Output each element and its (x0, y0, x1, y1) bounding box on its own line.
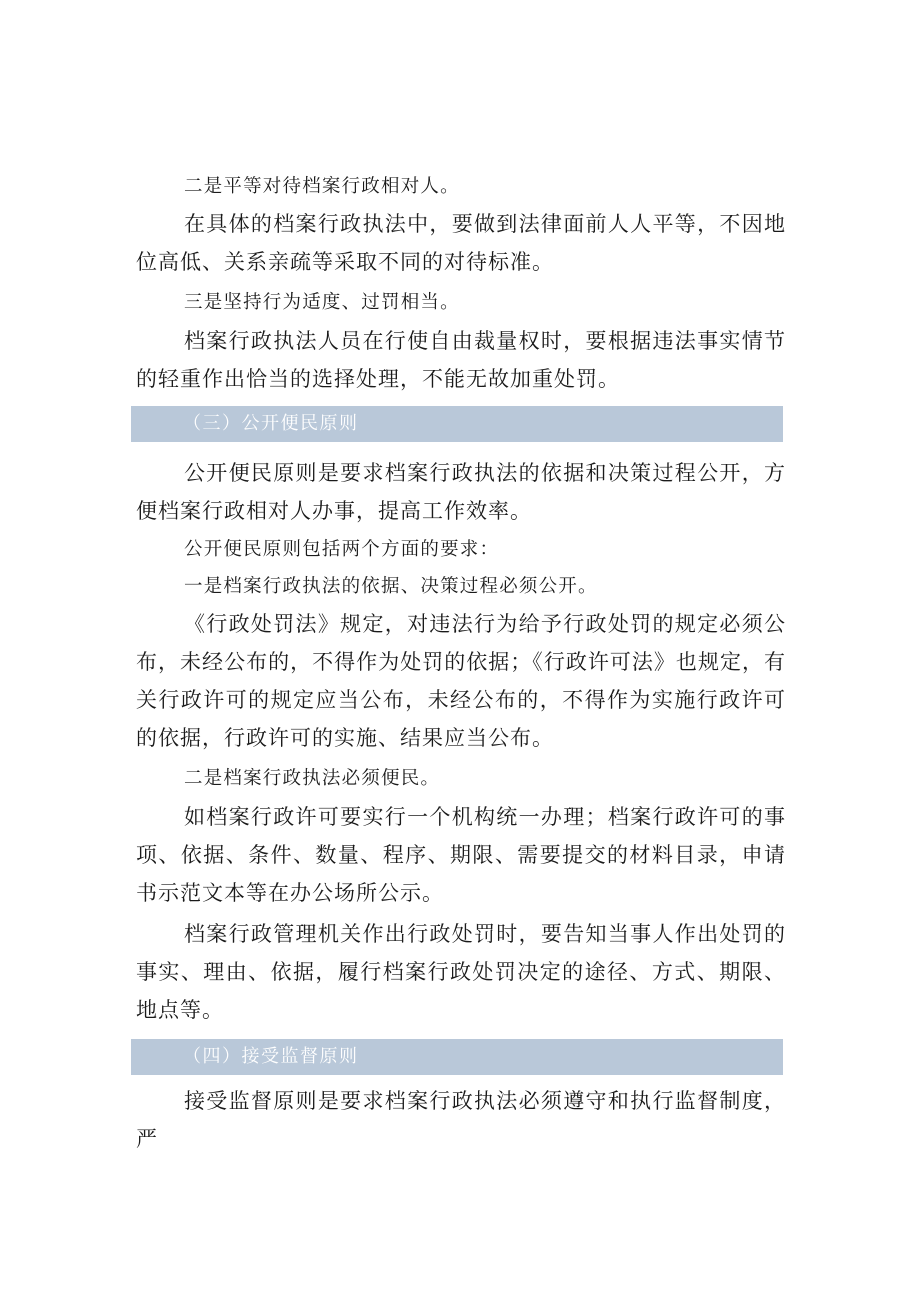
paragraph-convenience-body: 如档案行政许可要实行一个机构统一办理；档案行政许可的事项、依据、条件、数量、程序、期限、需要提交的材料目录，申请书示范文本等在办公场所公示。 (136, 805, 786, 905)
section-heading-open-convenient: （三）公开便民原则 (183, 413, 359, 434)
paragraph-supervision-intro: 接受监督原则是要求档案行政执法必须遵守和执行监督制度，严 (136, 1089, 786, 1151)
paragraph-penalty-notice: 档案行政管理机关作出行政处罚时，要告知当事人作出处罚的事实、理由、依据，履行档案行政处罚决定的途径、方式、期限、地点等。 (136, 922, 786, 1022)
paragraph-equal-treatment-body: 在具体的档案行政执法中，要做到法律面前人人平等，不因地位高低、关系亲疏等采取不同的对待标准。 (136, 212, 786, 274)
paragraph-two-requirements: 公开便民原则包括两个方面的要求： (184, 539, 500, 560)
paragraph-disclosure-body: 《行政处罚法》规定，对违法行为给予行政处罚的规定必须公布，未经公布的，不得作为处罚的依据；《行政许可法》也规定，有关行政许可的规定应当公布，未经公布的，不得作为实施行政许可的依据，行政许可的实施、结果应当公布。 (136, 612, 786, 750)
paragraph-proportionality-body: 档案行政执法人员在行使自由裁量权时，要根据违法事实情节的轻重作出恰当的选择处理，不能无故加重处罚。 (136, 329, 786, 391)
paragraph-open-convenient-intro: 公开便民原则是要求档案行政执法的依据和决策过程公开，方便档案行政相对人办事，提高工作效率。 (136, 461, 786, 523)
paragraph-proportionality-heading: 三是坚持行为适度、过罚相当。 (184, 292, 460, 313)
section-heading-supervision: （四）接受监督原则 (183, 1046, 359, 1067)
section-heading-band (131, 406, 783, 442)
paragraph-equal-treatment-heading: 二是平等对待档案行政相对人。 (184, 176, 460, 197)
paragraph-disclosure-heading: 一是档案行政执法的依据、决策过程必须公开。 (184, 576, 598, 597)
section-heading-band (131, 1039, 783, 1075)
paragraph-convenience-heading: 二是档案行政执法必须便民。 (184, 768, 441, 789)
